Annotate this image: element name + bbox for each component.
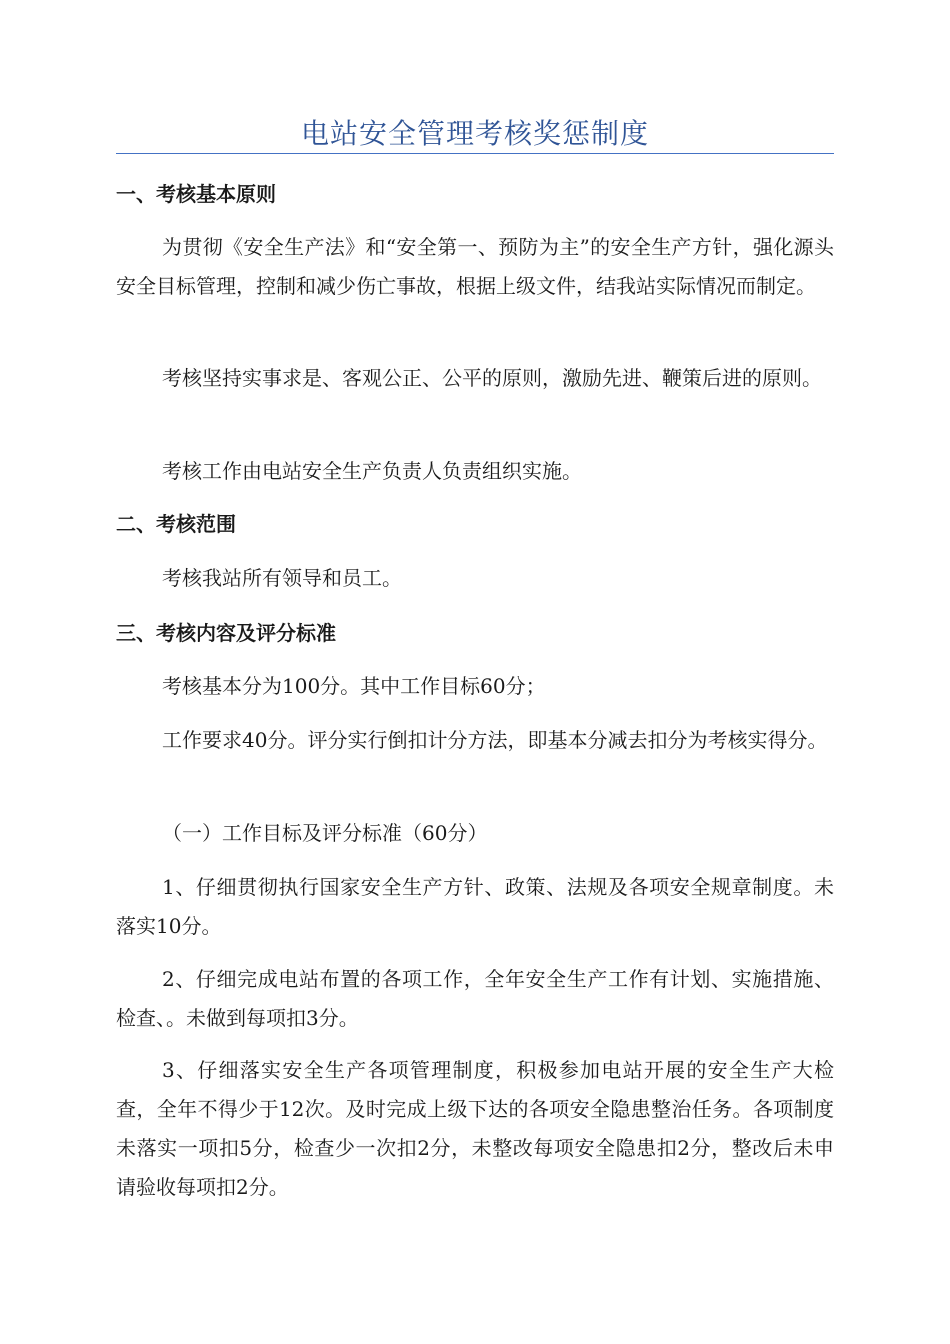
section-3-paragraph-1: 考核基本分为100分。其中工作目标60分； xyxy=(162,674,546,698)
document-title: 电站安全管理考核奖惩制度 xyxy=(300,117,649,150)
section-1-paragraph-2: 考核坚持实事求是、客观公正、公平的原则，激励先进、鞭策后进的原则。 xyxy=(162,366,822,390)
section-1-heading: 一、考核基本原则 xyxy=(116,182,276,206)
list-item-3: 3、仔细落实安全生产各项管理制度，积极参加电站开展的安全生产大检查，全年不得少于12次。及时完成上级下达的各项安全隐患整治任务。各项制度未落实一项扣5分，检查少一次扣2分，未整改每项安全隐患扣2分，整改后未申请验收每项扣2分。 xyxy=(116,1058,834,1199)
list-item-2: 2、仔细完成电站布置的各项工作，全年安全生产工作有计划、实施措施、检查、。未做到每项扣3分。 xyxy=(116,967,834,1030)
section-2-heading: 二、考核范围 xyxy=(116,512,236,536)
subsection-1-heading: （一）工作目标及评分标准（60分） xyxy=(162,821,488,845)
section-3-heading: 三、考核内容及评分标准 xyxy=(116,621,336,645)
section-1-paragraph-3: 考核工作由电站安全生产负责人负责组织实施。 xyxy=(162,459,582,483)
section-2-paragraph-1: 考核我站所有领导和员工。 xyxy=(162,566,402,590)
section-3-paragraph-2: 工作要求40分。评分实行倒扣计分方法，即基本分减去扣分为考核实得分。 xyxy=(162,728,828,752)
section-1-paragraph-1: 为贯彻《安全生产法》和“安全第一、预防为主”的安全生产方针，强化源头安全目标管理，控制和减少伤亡事故，根据上级文件，结我站实际情况而制定。 xyxy=(116,235,834,298)
list-item-1: 1、仔细贯彻执行国家安全生产方针、政策、法规及各项安全规章制度。未落实10分。 xyxy=(116,875,834,938)
title-divider xyxy=(116,153,834,154)
